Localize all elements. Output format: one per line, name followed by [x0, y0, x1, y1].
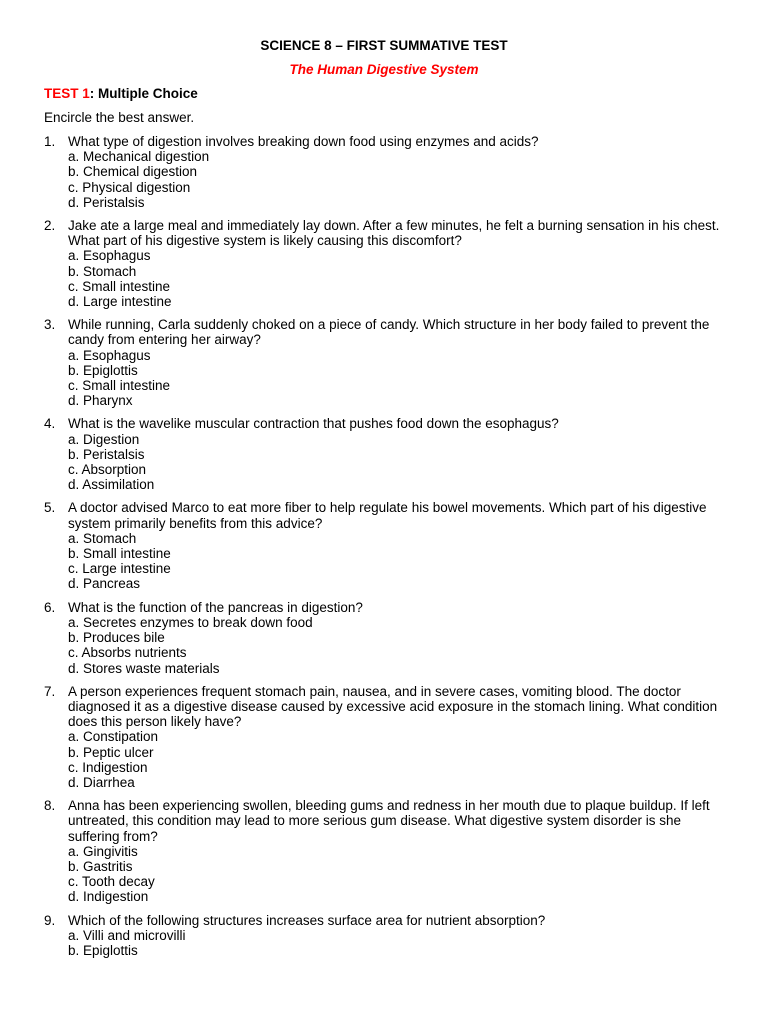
choice-list	[68, 928, 734, 958]
answer-choice[interactable]: d. Peristalsis	[68, 194, 145, 210]
question-text: What type of digestion involves breaking down food using enzymes and acids?	[68, 134, 539, 149]
answer-choice[interactable]: a. Gingivitis	[68, 843, 138, 859]
question-item	[44, 500, 734, 591]
answer-choice[interactable]: d. Stores waste materials	[68, 660, 220, 676]
question-number: 1.	[44, 134, 56, 149]
question-text: Jake ate a large meal and immediately lay down. After a few minutes, he felt a burning sensation in his chest. What part of his digestive system is likely causing this discomfort?	[68, 218, 720, 249]
choice-list	[68, 531, 734, 592]
answer-choice[interactable]: a. Secretes enzymes to break down food	[68, 614, 313, 630]
question-item	[44, 317, 734, 408]
question-number: 4.	[44, 416, 56, 432]
question-item	[44, 684, 734, 790]
answer-choice[interactable]: c. Small intestine	[68, 378, 171, 394]
answer-choice[interactable]: a. Constipation	[68, 729, 159, 745]
choice-list	[68, 615, 734, 676]
choice-list	[68, 348, 734, 409]
instruction: Encircle the best answer.	[44, 110, 195, 125]
question-list	[44, 134, 734, 966]
test-type: : Multiple Choice	[89, 86, 198, 101]
question-item	[44, 416, 734, 492]
question-text: Anna has been experiencing swollen, bleeding gums and redness in her mouth due to plaque buildup. If left untreated, this condition may lead to more serious gum disease. What digestive system disorder is she suffering from?	[68, 798, 710, 844]
choice-list	[68, 729, 734, 790]
answer-choice[interactable]: a. Esophagus	[68, 248, 151, 264]
question-text: What is the wavelike muscular contraction that pushes food down the esophagus?	[68, 416, 559, 432]
answer-choice[interactable]: c. Tooth decay	[68, 874, 155, 890]
question-number: 6.	[44, 599, 56, 615]
question-text: What is the function of the pancreas in digestion?	[68, 599, 363, 615]
answer-choice[interactable]: c. Physical digestion	[68, 179, 191, 195]
answer-choice[interactable]: b. Peptic ulcer	[68, 744, 154, 760]
question-item	[44, 913, 734, 959]
question-number: 9.	[44, 912, 56, 928]
answer-choice[interactable]: b. Epiglottis	[68, 362, 138, 378]
answer-choice[interactable]: b. Peristalsis	[68, 446, 145, 462]
choice-list	[68, 432, 734, 493]
question-number: 7.	[44, 683, 56, 699]
answer-choice[interactable]: b. Stomach	[68, 263, 137, 279]
question-text: Which of the following structures increases surface area for nutrient absorption?	[68, 912, 546, 928]
test-label: TEST 1	[44, 86, 90, 101]
answer-choice[interactable]: b. Epiglottis	[68, 942, 138, 958]
answer-choice[interactable]: d. Assimilation	[68, 477, 155, 493]
question-number: 3.	[44, 317, 56, 333]
page-subtitle: The Human Digestive System	[289, 62, 479, 77]
question-item	[44, 218, 734, 309]
page-title: SCIENCE 8 – FIRST SUMMATIVE TEST	[260, 38, 508, 53]
question-item	[44, 600, 734, 676]
answer-choice[interactable]: a. Mechanical digestion	[68, 149, 210, 165]
answer-choice[interactable]: d. Indigestion	[68, 889, 149, 905]
answer-choice[interactable]: b. Chemical digestion	[68, 164, 198, 180]
test-heading	[44, 86, 198, 101]
answer-choice[interactable]: c. Indigestion	[68, 759, 148, 775]
answer-choice[interactable]: d. Large intestine	[68, 294, 172, 310]
choice-list	[68, 248, 734, 309]
answer-choice[interactable]: c. Absorption	[68, 462, 147, 478]
question-text: While running, Carla suddenly choked on a piece of candy. Which structure in her body failed to prevent the candy from entering her airway?	[68, 317, 710, 348]
choice-list	[68, 149, 734, 210]
answer-choice[interactable]: a. Stomach	[68, 530, 137, 546]
answer-choice[interactable]: b. Small intestine	[68, 546, 171, 562]
answer-choice[interactable]: d. Pharynx	[68, 393, 133, 409]
choice-list	[68, 844, 734, 905]
answer-choice[interactable]: c. Small intestine	[68, 278, 171, 294]
answer-choice[interactable]: a. Villi and microvilli	[68, 927, 186, 943]
answer-choice[interactable]: d. Pancreas	[68, 576, 141, 592]
question-item	[44, 798, 734, 904]
answer-choice[interactable]: d. Diarrhea	[68, 774, 135, 790]
question-number: 2.	[44, 218, 56, 234]
question-number: 8.	[44, 798, 56, 814]
answer-choice[interactable]: b. Gastritis	[68, 858, 133, 874]
answer-choice[interactable]: a. Esophagus	[68, 347, 151, 363]
answer-choice[interactable]: a. Digestion	[68, 431, 140, 447]
answer-choice[interactable]: c. Absorbs nutrients	[68, 645, 187, 661]
question-number: 5.	[44, 500, 56, 516]
answer-choice[interactable]: c. Large intestine	[68, 561, 171, 577]
question-text: A person experiences frequent stomach pain, nausea, and in severe cases, vomiting blood. The doctor diagnosed it as a digestive disease caused by excessive acid exposure in the stomach lining. What condition does this person likely have?	[68, 683, 718, 730]
question-item	[44, 134, 734, 210]
answer-choice[interactable]: b. Produces bile	[68, 630, 165, 646]
question-text: A doctor advised Marco to eat more fiber to help regulate his bowel movements. Which part of his digestive system primarily benefits from this advice?	[68, 500, 707, 531]
